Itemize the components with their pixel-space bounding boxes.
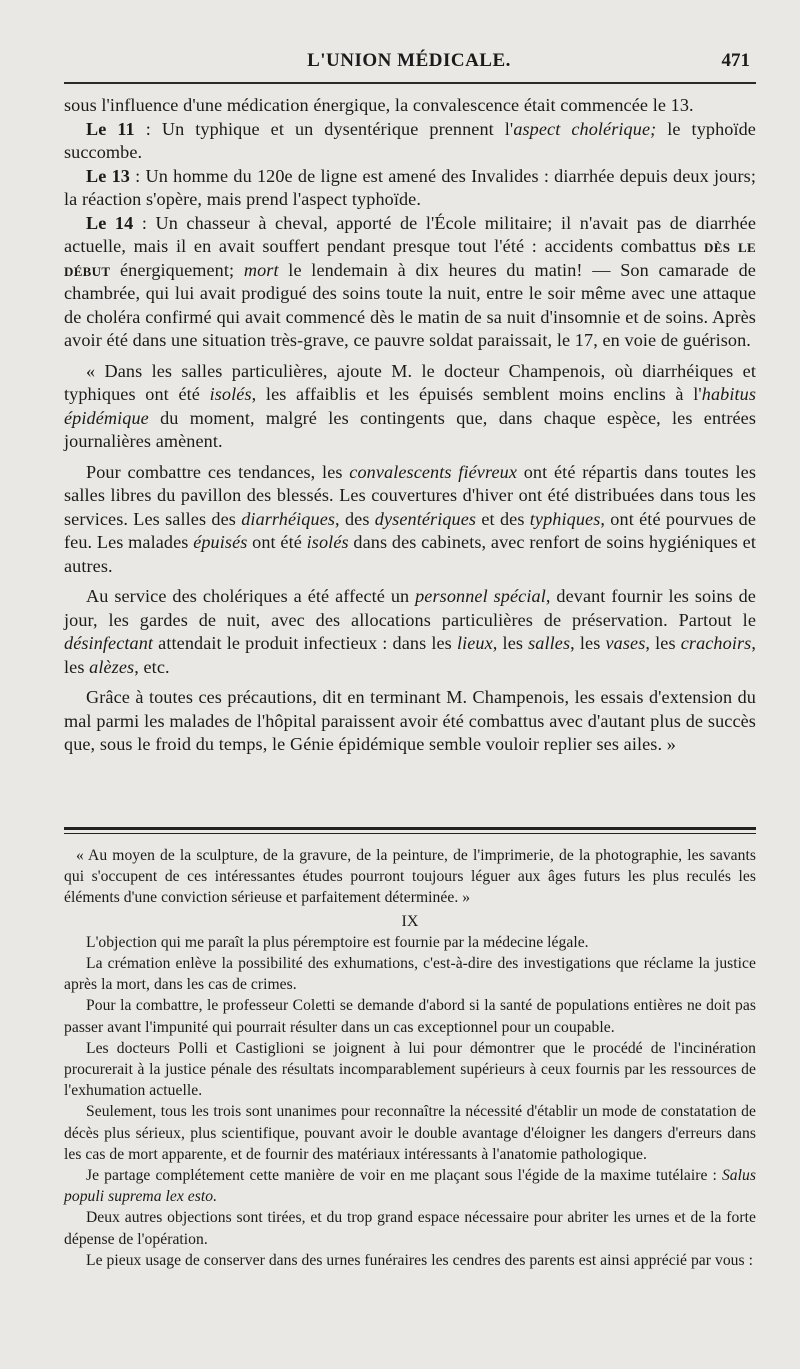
paragraph: Pour combattre ces tendances, les convalescents fiévreux ont été répartis dans toutes les salles libres du pavillon des blessés. Les couvertures d'hiver ont été distribuées dans tous les services. Les salles des diarrhéiques, des dysentériques et des typhiques, ont été pourvues de feu. Les malades épuisés ont été isolés dans des cabinets, avec renfort de soins hygiéniques et autres. bbox=[64, 461, 757, 576]
paragraph: Le 14 : Un chasseur à cheval, apporté de l'École militaire; il n'avait pas de diarrhée actuelle, mais il en avait souffert pendant presque tout l'été : accidents combattus dès le début énergiquement; mort le lendemain à dix heures du matin! — Son camarade de chambrée, qui lui avait prodigué des soins toute la nuit, entre le soir même avec une attaque de choléra confirmé qui avait commencé dès le matin de sa nuit d'insomnie et de soins. Après avoir été dans une situation très-grave, ce pauvre soldat paraissait, le 17, en voie de guérison. bbox=[64, 212, 757, 350]
paragraph: Le pieux usage de conserver dans des urnes funéraires les cendres des parents est ainsi apprécié par vous : bbox=[86, 1251, 753, 1269]
paragraph: Le 13 : Un homme du 120e de ligne est amené des Invalides : diarrhée depuis deux jours; la réaction s'opère, mais prend l'aspect typhoïde. bbox=[64, 165, 756, 209]
latin-maxim: Salus populi suprema lex esto. bbox=[64, 1167, 756, 1206]
paragraph: L'objection qui me paraît la plus péremptoire est fournie par la médecine légale. bbox=[86, 933, 589, 951]
paragraph: Deux autres objections sont tirées, et du trop grand espace nécessaire pour abriter les urnes et de la forte dépense de l'opération. bbox=[64, 1209, 756, 1248]
paragraph: Seulement, tous les trois sont unanimes pour reconnaître la nécessité d'établir un mode de constatation de décès plus sérieux, plus scientifique, pouvant avoir le double avantage d'éloigner les dangers d'erreurs dans les cas de mort apparente, et de fournir des matériaux intéressants à l'anatomie pathologique. bbox=[64, 1103, 756, 1163]
date-lead: Le 11 bbox=[86, 118, 135, 139]
date-lead: Le 13 bbox=[86, 165, 130, 186]
paragraph: Grâce à toutes ces précautions, dit en terminant M. Champenois, les essais d'extension du mal parmi les malades de l'hôpital paraissent avoir été combattus avec d'autant plus de succès que, sous le froid du temps, le Génie épidémique semble vouloir replier ses ailes. » bbox=[64, 687, 756, 754]
paragraph: La crémation enlève la possibilité des exhumations, c'est-à-dire des investigations que réclame la justice après la mort, dans les cas de crimes. bbox=[64, 955, 756, 994]
quotation: « Au moyen de la sculpture, de la gravure, de la peinture, de l'imprimerie, de la photographie, les savants qui s'occupent de ces intéressantes études pourront toujours léguer aux âges futurs les plus reculés les éléments d'une conviction sérieuse et parfaitement déterminée. » bbox=[64, 847, 756, 907]
header-rule bbox=[64, 82, 756, 84]
page-header bbox=[64, 50, 754, 78]
paragraph: « Dans les salles particulières, ajoute M. le docteur Champenois, où diarrhéiques et typhiques ont été isolés, les affaiblis et les épuisés semblent moins enclins à l'habitus épidémique du moment, malgré les contingents que, dans chaque espèce, les entrées journalières amènent. bbox=[64, 360, 757, 451]
main-text-block bbox=[64, 94, 756, 757]
paragraph: Je partage complétement cette manière de voir en me plaçant sous l'égide de la maxime tutélaire : Salus populi suprema lex esto. bbox=[64, 1167, 756, 1206]
paragraph: sous l'influence d'une médication énergique, la convalescence était commencée le 13. bbox=[64, 95, 694, 115]
page-number: 471 bbox=[721, 50, 750, 71]
paragraph: Pour la combattre, le professeur Coletti se demande d'abord si la santé de populations entières ne doit pas passer avant l'impunité qui pourrait résulter dans un cas exceptionnel pour un coupable. bbox=[64, 997, 756, 1036]
separator-thick-rule bbox=[64, 827, 756, 830]
date-lead: Le 14 bbox=[86, 212, 134, 233]
feuilleton-text-block bbox=[64, 845, 756, 1271]
paragraph: Le 11 : Un typhique et un dysentérique prennent l'aspect cholérique; le typhoïde succombe. bbox=[64, 118, 756, 162]
section-separator bbox=[64, 827, 756, 834]
paragraph: Au service des cholériques a été affecté un personnel spécial, devant fournir les soins de jour, les gardes de nuit, avec des allocations particulières de préservation. Partout le désinfectant attendait le produit infectieux : dans les lieux, les salles, les vases, les crachoirs, les alèzes, etc. bbox=[64, 586, 756, 677]
section-heading: IX bbox=[401, 912, 419, 930]
paragraph: Les docteurs Polli et Castiglioni se joignent à lui pour démontrer que le procédé de l'incinération procurerait à la justice pénale des résultats incomparablement supérieurs à ceux fournis par les ressources de l'exhumation actuelle. bbox=[64, 1039, 756, 1100]
running-title: L'UNION MÉDICALE. bbox=[307, 50, 511, 71]
separator-thin-rule bbox=[64, 833, 756, 834]
